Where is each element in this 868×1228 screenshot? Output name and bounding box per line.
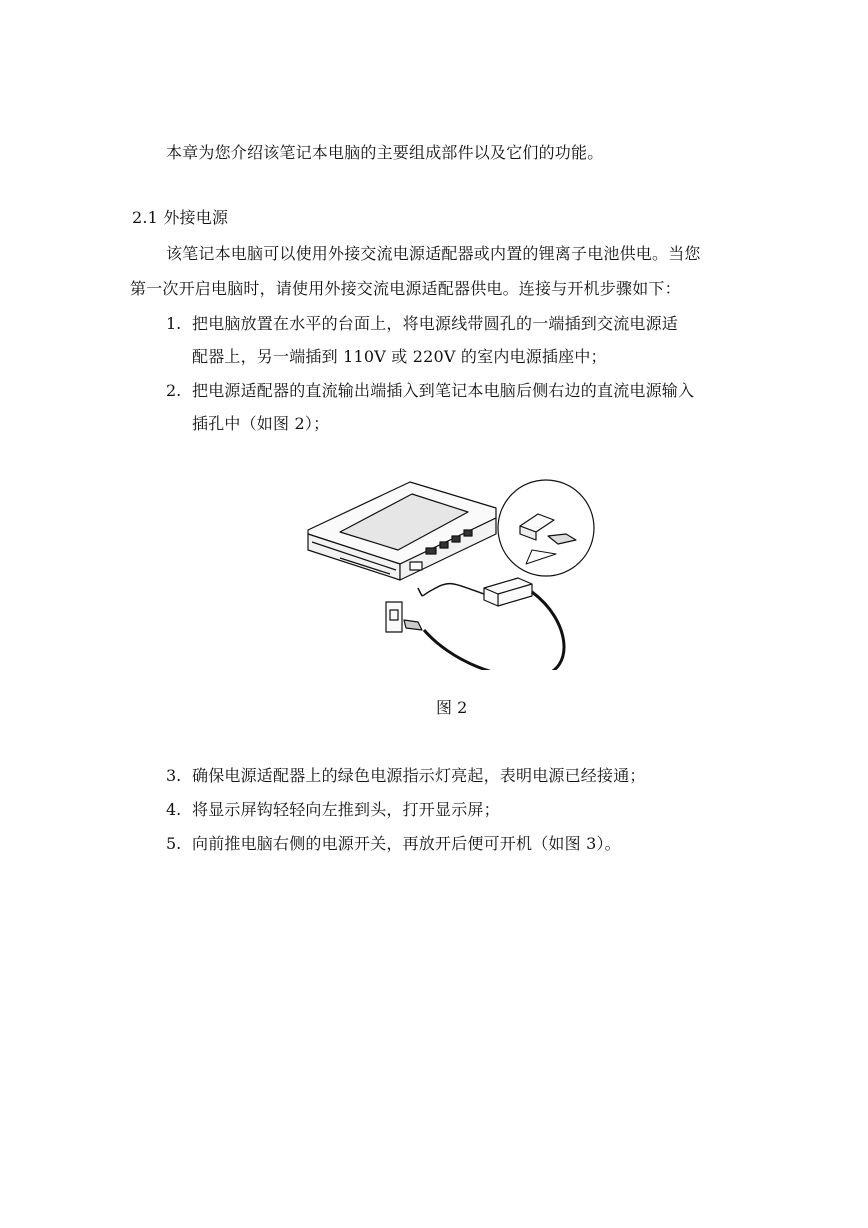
step-text: 确保电源适配器上的绿色电源指示灯亮起，表明电源已经接通； — [192, 766, 646, 785]
section-paragraph-line-2: 第一次开启电脑时，请使用外接交流电源适配器供电。连接与开机步骤如下： — [130, 279, 681, 298]
step-number: 3. — [166, 766, 182, 785]
step-text-continued: 插孔中（如图 2）； — [192, 414, 330, 433]
step-text: 把电脑放置在水平的台面上，将电源线带圆孔的一端插到交流电源适 — [192, 314, 679, 333]
laptop-power-figure — [300, 470, 600, 670]
step-number: 1. — [166, 314, 182, 333]
step-text: 向前推电脑右侧的电源开关，再放开后便可开机（如图 3）。 — [192, 834, 621, 853]
step-text-continued: 配器上，另一端插到 110V 或 220V 的室内电源插座中； — [192, 347, 607, 366]
step-text: 将显示屏钩轻轻向左推到头，打开显示屏； — [192, 800, 500, 819]
section-title: 外接电源 — [163, 208, 229, 227]
section-number: 2.1 — [132, 208, 159, 227]
figure-caption: 图 2 — [436, 698, 468, 717]
step-number: 2. — [166, 381, 182, 400]
chapter-intro: 本章为您介绍该笔记本电脑的主要组成部件以及它们的功能。 — [166, 143, 604, 162]
step-text: 把电源适配器的直流输出端插入到笔记本电脑后侧右边的直流电源输入 — [192, 381, 695, 400]
step-number: 5. — [166, 834, 182, 853]
section-paragraph-line-1: 该笔记本电脑可以使用外接交流电源适配器或内置的锂离子电池供电。当您 — [166, 244, 701, 263]
power-adapter-icon — [484, 578, 532, 606]
step-number: 4. — [166, 800, 182, 819]
magnifier-circle-icon — [498, 480, 594, 576]
section-heading — [132, 207, 228, 229]
